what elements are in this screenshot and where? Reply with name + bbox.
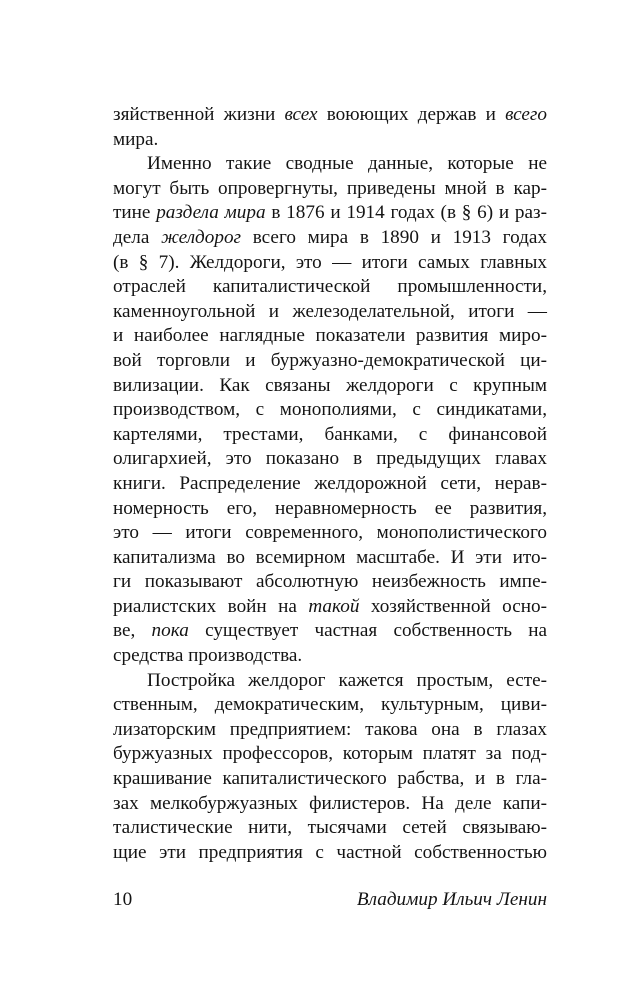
text-line — [113, 226, 547, 251]
text-run: картелями, трестами, банками, с финансовой — [113, 423, 547, 445]
text-line — [113, 816, 547, 841]
text-run: хозяйственной осно- — [359, 595, 547, 617]
text-line — [113, 398, 547, 423]
italic-term: такой — [308, 595, 360, 617]
text-run: каменноугольной и железоделательной, итоги — — [113, 300, 547, 322]
page-number: 10 — [113, 889, 133, 910]
text-run: буржуазных профессоров, которым платят за под- — [113, 743, 547, 765]
italic-term: пока — [151, 620, 189, 642]
text-run: средства производства. — [113, 645, 303, 667]
italic-term: всех — [284, 104, 318, 125]
text-line — [113, 447, 547, 472]
text-run: (в § 7). Желдороги, это — итоги самых главных — [113, 251, 547, 273]
text-run: зяйственной жизни — [113, 104, 285, 125]
text-line — [113, 177, 547, 202]
text-run: зах мелкобуржуазных филистеров. На деле капи- — [113, 792, 547, 814]
text-line — [113, 693, 547, 718]
text-run: вилизации. Как связаны желдороги с крупным — [113, 374, 547, 396]
paragraph — [113, 152, 547, 668]
text-run: могут быть опровергнуты, приведены мной в кар- — [113, 177, 547, 199]
text-run: и наиболее наглядные показатели развития миро- — [113, 325, 547, 347]
text-run: олигархией, это показано в предыдущих главах — [113, 448, 547, 470]
text-run: капитализма во всемирном масштабе. И эти ито- — [113, 546, 547, 568]
text-run: книги. Распределение желдорожной сети, нерав- — [113, 472, 547, 494]
text-line — [113, 300, 547, 325]
text-run: существует частная собственность на — [188, 620, 547, 642]
text-line — [113, 546, 547, 571]
italic-term: желдорог — [161, 226, 242, 248]
text-line — [113, 374, 547, 399]
text-line — [113, 521, 547, 546]
text-run: ственным, демократическим, культурным, циви- — [113, 694, 547, 716]
text-run: Именно такие сводные данные, которые не — [147, 153, 547, 175]
text-line — [113, 275, 547, 300]
text-run: лизаторским предприятием: такова она в глазах — [113, 718, 547, 740]
text-line — [113, 497, 547, 522]
text-line — [113, 128, 547, 153]
text-line — [113, 644, 547, 669]
text-line — [113, 152, 547, 177]
text-line — [113, 103, 547, 128]
text-run: Постройка желдорог кажется простым, есте- — [147, 669, 547, 691]
italic-term: раздела мира — [156, 202, 266, 224]
text-line — [113, 595, 547, 620]
text-line — [113, 349, 547, 374]
italic-term: всего — [505, 104, 547, 125]
text-line — [113, 201, 547, 226]
text-run: ве, — [113, 620, 152, 642]
paragraph — [113, 103, 547, 152]
text-line — [113, 841, 547, 866]
body-text — [113, 103, 547, 865]
text-run: риалистских войн на — [113, 595, 309, 617]
text-line — [113, 324, 547, 349]
text-line — [113, 619, 547, 644]
text-run: производством, с монополиями, с синдикатами, — [113, 399, 547, 421]
text-run: ги показывают абсолютную неизбежность импе- — [113, 571, 547, 593]
text-run: всего мира в 1890 и 1913 годах — [241, 226, 547, 248]
text-line — [113, 718, 547, 743]
text-line — [113, 669, 547, 694]
text-run: тине — [113, 202, 157, 224]
text-line — [113, 570, 547, 595]
text-run: в 1876 и 1914 годах (в § 6) и раз- — [265, 202, 547, 224]
text-line — [113, 792, 547, 817]
text-run: щие эти предприятия с частной собственностью — [113, 841, 547, 863]
text-run: вой торговли и буржуазно-демократической ци- — [113, 349, 547, 371]
text-run: мира. — [113, 128, 159, 150]
text-run: отраслей капиталистической промышленности, — [113, 276, 547, 298]
text-run: талистические нити, тысячами сетей связываю- — [113, 817, 547, 839]
text-run: дела — [113, 226, 162, 248]
text-line — [113, 472, 547, 497]
text-run: номерность его, неравномерность ее развития, — [113, 497, 547, 519]
running-head-author: Владимир Ильич Ленин — [356, 889, 547, 910]
text-line — [113, 767, 547, 792]
text-run: воюющих держав и — [317, 104, 506, 125]
text-line — [113, 423, 547, 448]
text-run: это — итоги современного, монополистического — [113, 522, 547, 544]
text-line — [113, 251, 547, 276]
text-line — [113, 742, 547, 767]
paragraph — [113, 669, 547, 866]
text-run: крашивание капиталистического рабства, и в гла- — [113, 768, 547, 790]
